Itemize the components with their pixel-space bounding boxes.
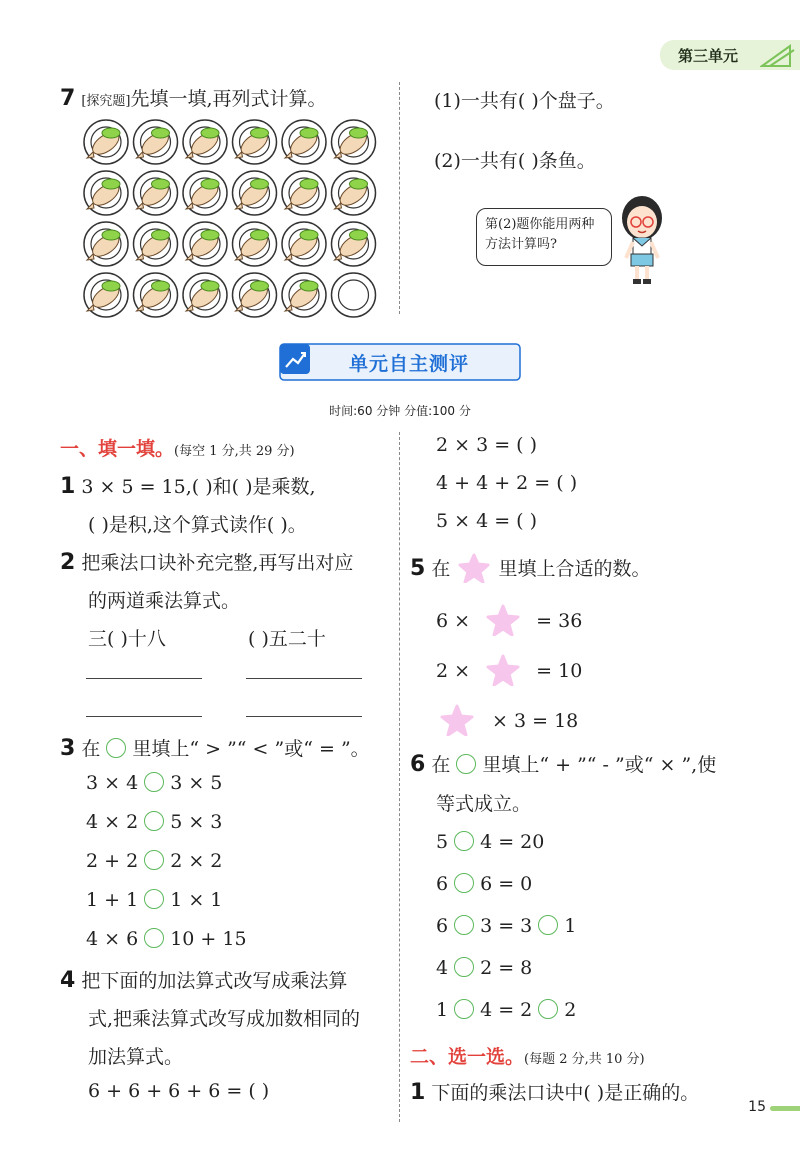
answer-circle[interactable] xyxy=(144,889,164,909)
girl-character-icon xyxy=(612,192,672,288)
q6-row2 xyxy=(436,873,532,895)
q3-left: 2 + 2 xyxy=(86,850,139,872)
answer-line xyxy=(86,678,202,679)
answer-circle[interactable] xyxy=(454,999,474,1019)
q3-pre: 在 xyxy=(81,738,101,760)
hint-bubble xyxy=(476,208,612,266)
fish-plate-icon xyxy=(84,120,128,164)
page-bar xyxy=(770,1106,800,1111)
fish-plate-icon xyxy=(183,222,227,266)
q6-heading xyxy=(410,750,716,777)
fish-plate-icon xyxy=(134,222,178,266)
circle-blank-icon xyxy=(456,754,476,774)
q6-pre: 在 xyxy=(431,754,451,776)
section-banner xyxy=(279,343,521,381)
q2-item-a: 三( )十八 xyxy=(88,628,166,650)
q5-number: 5 xyxy=(410,556,426,581)
q3-right: 3 × 5 xyxy=(170,772,223,794)
q2-line2: 的两道乘法算式。 xyxy=(88,590,241,612)
fish-plate-icon xyxy=(183,273,227,317)
fish-plate-icon xyxy=(183,120,227,164)
circle-blank-icon xyxy=(106,738,126,758)
q5-r2-b: = 10 xyxy=(536,660,583,682)
q6-line2: 等式成立。 xyxy=(436,793,532,815)
answer-circle[interactable] xyxy=(538,915,558,935)
fish-plate-icon xyxy=(282,120,326,164)
fish-plate-icon xyxy=(134,120,178,164)
answer-circle[interactable] xyxy=(454,873,474,893)
q3-right: 10 + 15 xyxy=(170,928,247,950)
answer-circle[interactable] xyxy=(538,999,558,1019)
answer-circle[interactable] xyxy=(144,772,164,792)
q5-post: 里填上合适的数。 xyxy=(498,558,651,580)
q4-text1: 把下面的加法算式改写成乘法算 xyxy=(81,970,348,992)
q3-row xyxy=(86,811,222,833)
q5-heading xyxy=(410,553,650,583)
q7-number: 7 xyxy=(60,86,76,111)
choice1-line xyxy=(410,1078,699,1105)
q6-row4 xyxy=(436,957,532,979)
q5-r2-a: 2 × xyxy=(436,660,471,682)
hint-text: 第(2)题你能用两种方法计算吗? xyxy=(485,217,595,252)
q7-sub1: (1)一共有( )个盘子。 xyxy=(434,90,615,112)
q5-pre: 在 xyxy=(431,558,451,580)
answer-circle[interactable] xyxy=(454,915,474,935)
q3-number: 3 xyxy=(60,736,76,761)
part2-heading xyxy=(410,1042,645,1069)
q6-rest: 4 = 20 xyxy=(480,831,545,853)
q6-operand: 6 xyxy=(436,915,449,937)
fish-plate-icon xyxy=(282,171,326,215)
q2-item-b: ( )五二十 xyxy=(248,628,326,650)
q4-line1 xyxy=(60,966,347,993)
q6-row1 xyxy=(436,831,544,853)
part2-title: 二、选一选。 xyxy=(410,1046,525,1068)
q3-row xyxy=(86,850,222,872)
fish-plate-icon xyxy=(183,171,227,215)
fish-plate-icon xyxy=(233,273,277,317)
q4-eq2: 2 × 3 = ( ) xyxy=(436,434,538,456)
q6-operand: 4 xyxy=(436,957,449,979)
top-column-divider xyxy=(399,82,400,314)
fish-plate-icon xyxy=(84,171,128,215)
q3-left: 3 × 4 xyxy=(86,772,139,794)
answer-circle[interactable] xyxy=(144,811,164,831)
q6-rest: 6 = 0 xyxy=(480,873,533,895)
section-title: 单元自主测评 xyxy=(349,353,470,375)
answer-line xyxy=(246,678,362,679)
q6-post: 里填上“ + ”“ - ”或“ × ”,使 xyxy=(482,754,717,776)
q6-row5 xyxy=(436,999,576,1021)
q6-tail: 1 xyxy=(564,915,577,937)
fish-plate-icon xyxy=(84,273,128,317)
q5-row3 xyxy=(440,704,578,736)
choice1-number: 1 xyxy=(410,1080,426,1105)
q3-right: 5 × 3 xyxy=(170,811,223,833)
fish-plate-icon xyxy=(282,273,326,317)
q3-right: 2 × 2 xyxy=(170,850,223,872)
q3-right: 1 × 1 xyxy=(170,889,223,911)
answer-circle[interactable] xyxy=(454,831,474,851)
answer-circle[interactable] xyxy=(144,928,164,948)
q2-text1: 把乘法口诀补充完整,再写出对应 xyxy=(81,552,354,574)
q2-number: 2 xyxy=(60,550,76,575)
choice1-text: 下面的乘法口诀中( )是正确的。 xyxy=(431,1082,700,1104)
q4-line3: 加法算式。 xyxy=(88,1046,184,1068)
fish-plate-icon xyxy=(134,171,178,215)
q6-operand: 5 xyxy=(436,831,449,853)
q1-number: 1 xyxy=(60,474,76,499)
unit-label: 第三单元 xyxy=(678,47,739,65)
q6-operand: 6 xyxy=(436,873,449,895)
q6-rest: 2 = 8 xyxy=(480,957,533,979)
fish-plate-icon xyxy=(233,222,277,266)
answer-circle[interactable] xyxy=(144,850,164,870)
bottom-column-divider xyxy=(399,432,400,1122)
q7-tag: [探究题] xyxy=(81,94,131,109)
star-blank-icon[interactable] xyxy=(440,704,474,736)
answer-line xyxy=(246,716,362,717)
q5-r1-b: = 36 xyxy=(536,610,583,632)
part1-title: 一、填一填。 xyxy=(60,438,175,460)
unit-tab-deco-icon xyxy=(760,42,796,68)
q3-row xyxy=(86,928,247,950)
q4-eq1: 6 + 6 + 6 + 6 = ( ) xyxy=(88,1080,270,1102)
answer-circle[interactable] xyxy=(454,957,474,977)
part2-note: (每题 2 分,共 10 分) xyxy=(524,1052,645,1067)
q3-row xyxy=(86,889,222,911)
q3-left: 4 × 2 xyxy=(86,811,139,833)
q6-number: 6 xyxy=(410,752,426,777)
fish-plate-icon xyxy=(332,120,376,164)
page-number: 15 xyxy=(748,1099,766,1115)
fish-plate-icon xyxy=(233,171,277,215)
q3-row xyxy=(86,772,222,794)
q3-heading xyxy=(60,734,370,761)
fish-plate-icon xyxy=(134,273,178,317)
q4-number: 4 xyxy=(60,968,76,993)
q6-rest: 3 = 3 xyxy=(480,915,533,937)
q4-eq3: 4 + 4 + 2 = ( ) xyxy=(436,472,578,494)
fish-plate-icon xyxy=(332,222,376,266)
q5-r1-a: 6 × xyxy=(436,610,471,632)
q2-line1 xyxy=(60,548,353,575)
q6-row3 xyxy=(436,915,576,937)
plates-grid xyxy=(82,118,382,318)
q6-operand: 1 xyxy=(436,999,449,1021)
q5-row1 xyxy=(436,604,582,636)
q7-instruction: 先填一填,再列式计算。 xyxy=(130,88,327,110)
q5-r3-b: × 3 = 18 xyxy=(492,710,579,732)
part1-note: (每空 1 分,共 29 分) xyxy=(174,444,295,459)
q3-left: 4 × 6 xyxy=(86,928,139,950)
q5-row2 xyxy=(436,654,582,686)
q3-left: 1 + 1 xyxy=(86,889,139,911)
star-blank-icon[interactable] xyxy=(486,654,520,686)
star-icon xyxy=(458,553,490,583)
time-info: 时间:60 分钟 分值:100 分 xyxy=(329,404,471,418)
fish-plate-icon xyxy=(233,120,277,164)
q1-line2: ( )是积,这个算式读作( )。 xyxy=(88,514,307,536)
q4-line2: 式,把乘法算式改写成加数相同的 xyxy=(88,1008,361,1030)
empty-plate-icon xyxy=(332,273,376,317)
answer-line xyxy=(86,716,202,717)
fish-plate-icon xyxy=(332,171,376,215)
unit-tab xyxy=(640,40,800,70)
q1-text1: 3 × 5 = 15,( )和( )是乘数, xyxy=(81,476,316,498)
fish-plate-icon xyxy=(282,222,326,266)
q1-line1 xyxy=(60,472,316,499)
fish-plate-icon xyxy=(84,222,128,266)
part1-heading xyxy=(60,434,295,461)
q6-rest: 4 = 2 xyxy=(480,999,533,1021)
q3-post: 里填上“ > ”“ < ”或“ = ”。 xyxy=(132,738,370,760)
q6-tail: 2 xyxy=(564,999,577,1021)
star-blank-icon[interactable] xyxy=(486,604,520,636)
q4-eq4: 5 × 4 = ( ) xyxy=(436,510,538,532)
q7-sub2: (2)一共有( )条鱼。 xyxy=(434,150,596,172)
q7-heading xyxy=(60,84,327,111)
